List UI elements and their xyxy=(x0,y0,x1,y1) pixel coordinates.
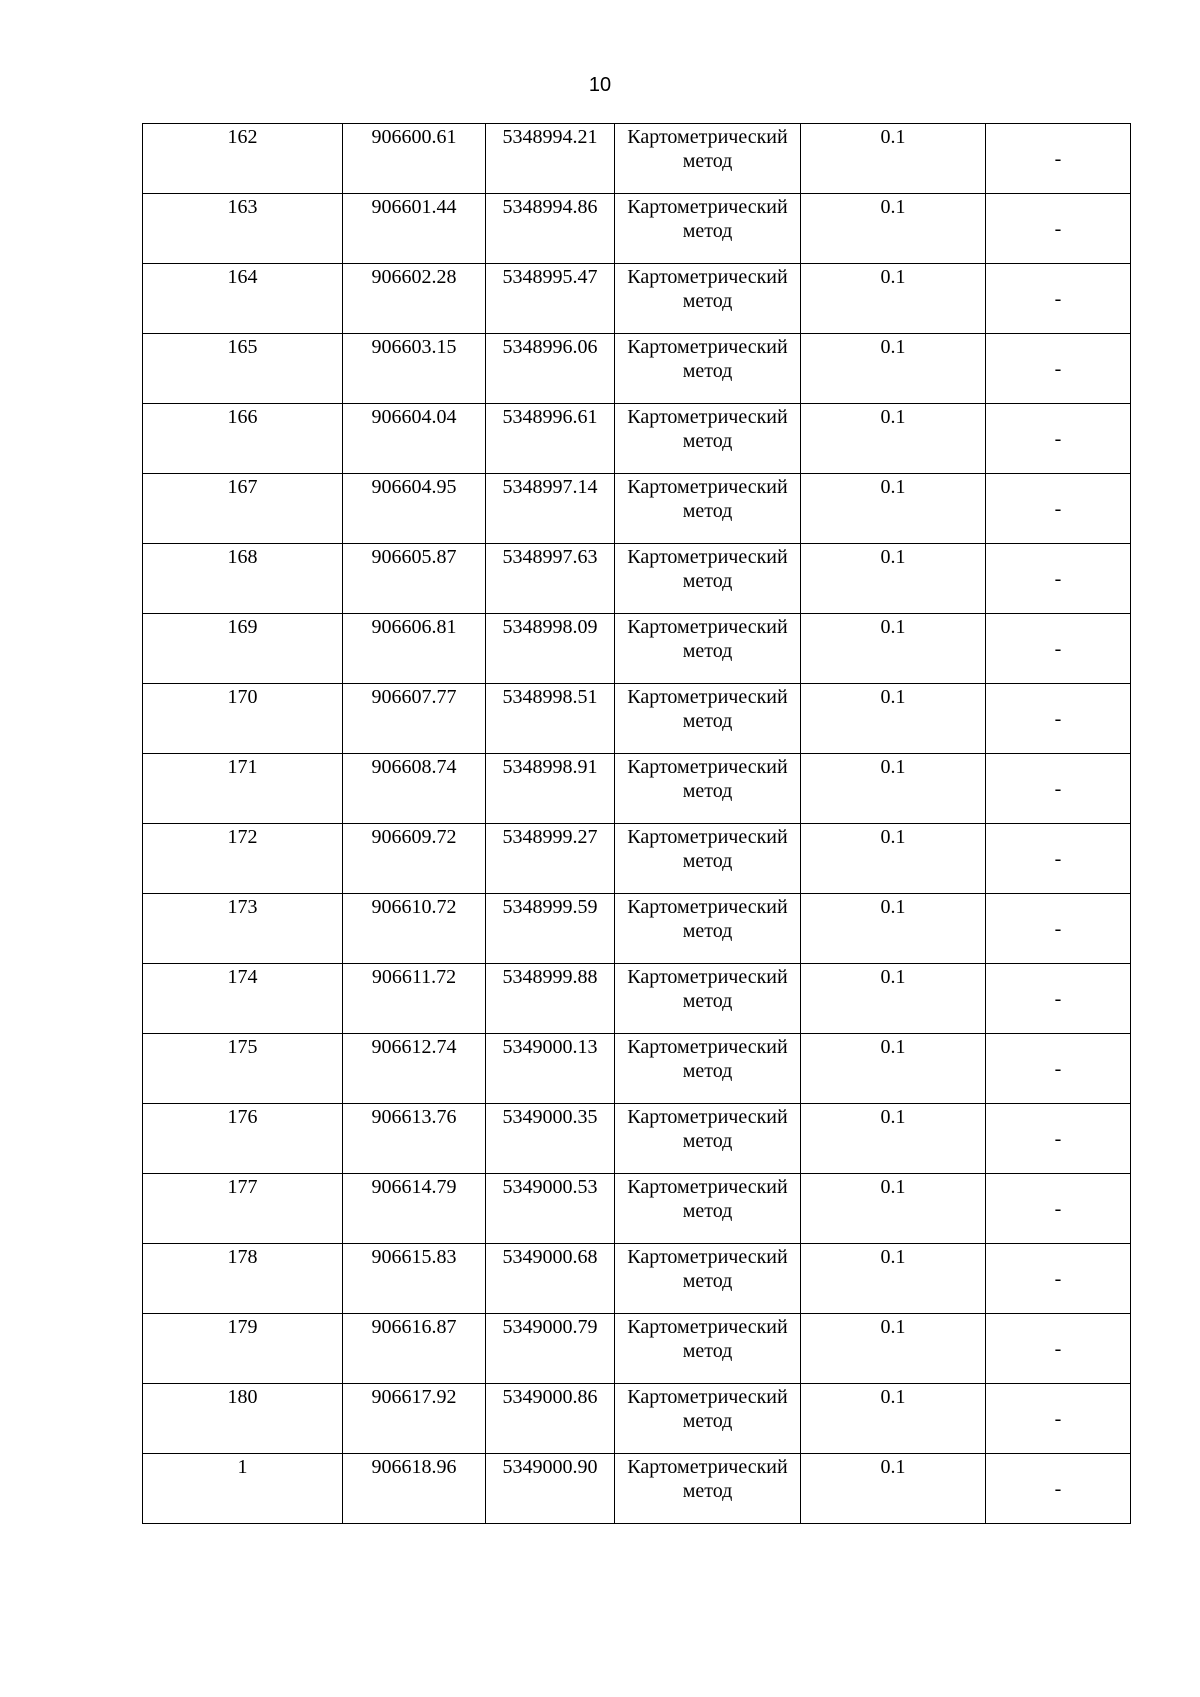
y-coordinate-cell-text: 5349000.90 xyxy=(502,1456,598,1478)
y-coordinate-cell xyxy=(486,1104,615,1174)
method-cell-text: Картометрический метод xyxy=(627,1036,788,1082)
method-cell-text: Картометрический метод xyxy=(627,266,788,312)
point-number-cell-text: 170 xyxy=(227,686,258,708)
method-cell xyxy=(615,1244,801,1314)
point-number-cell-text: 164 xyxy=(227,266,258,288)
y-coordinate-cell-text: 5348998.09 xyxy=(502,616,598,638)
x-coordinate-cell-text: 906604.95 xyxy=(371,476,457,498)
accuracy-cell-text: 0.1 xyxy=(880,1246,906,1268)
x-coordinate-cell-text: 906608.74 xyxy=(371,756,457,778)
note-cell-text: - xyxy=(1054,1128,1062,1150)
point-number-cell xyxy=(143,264,343,334)
point-number-cell-text: 175 xyxy=(227,1036,258,1058)
note-cell-text: - xyxy=(1054,1408,1062,1430)
table-row xyxy=(143,1314,1131,1384)
table-row xyxy=(143,1034,1131,1104)
point-number-cell-text: 177 xyxy=(227,1176,258,1198)
x-coordinate-cell xyxy=(343,964,486,1034)
point-number-cell-text: 173 xyxy=(227,896,258,918)
method-cell xyxy=(615,1034,801,1104)
note-cell-text: - xyxy=(1054,1268,1062,1290)
note-cell xyxy=(986,1454,1131,1524)
note-cell-text: - xyxy=(1054,638,1062,660)
accuracy-cell xyxy=(801,474,986,544)
point-number-cell xyxy=(143,614,343,684)
x-coordinate-cell xyxy=(343,404,486,474)
point-number-cell xyxy=(143,544,343,614)
x-coordinate-cell xyxy=(343,1244,486,1314)
method-cell-text: Картометрический метод xyxy=(627,826,788,872)
table-row xyxy=(143,1244,1131,1314)
method-cell xyxy=(615,1174,801,1244)
note-cell xyxy=(986,334,1131,404)
point-number-cell-text: 169 xyxy=(227,616,258,638)
y-coordinate-cell xyxy=(486,964,615,1034)
accuracy-cell xyxy=(801,964,986,1034)
table-body xyxy=(143,124,1131,1524)
x-coordinate-cell-text: 906616.87 xyxy=(371,1316,457,1338)
point-number-cell xyxy=(143,1454,343,1524)
y-coordinate-cell xyxy=(486,474,615,544)
method-cell xyxy=(615,194,801,264)
method-cell xyxy=(615,964,801,1034)
x-coordinate-cell-text: 906618.96 xyxy=(371,1456,457,1478)
accuracy-cell-text: 0.1 xyxy=(880,966,906,988)
table-row xyxy=(143,544,1131,614)
y-coordinate-cell xyxy=(486,264,615,334)
y-coordinate-cell-text: 5348997.63 xyxy=(502,546,598,568)
x-coordinate-cell-text: 906602.28 xyxy=(371,266,457,288)
method-cell xyxy=(615,1104,801,1174)
accuracy-cell xyxy=(801,1314,986,1384)
method-cell-text: Картометрический метод xyxy=(627,896,788,942)
note-cell-text: - xyxy=(1054,218,1062,240)
y-coordinate-cell-text: 5349000.53 xyxy=(502,1176,598,1198)
x-coordinate-cell-text: 906614.79 xyxy=(371,1176,457,1198)
point-number-cell xyxy=(143,474,343,544)
x-coordinate-cell xyxy=(343,124,486,194)
table-row xyxy=(143,1384,1131,1454)
point-number-cell xyxy=(143,824,343,894)
y-coordinate-cell xyxy=(486,684,615,754)
note-cell xyxy=(986,1174,1131,1244)
method-cell xyxy=(615,264,801,334)
x-coordinate-cell-text: 906600.61 xyxy=(371,126,457,148)
method-cell xyxy=(615,1384,801,1454)
point-number-cell xyxy=(143,1314,343,1384)
accuracy-cell-text: 0.1 xyxy=(880,196,906,218)
point-number-cell-text: 171 xyxy=(227,756,258,778)
x-coordinate-cell-text: 906601.44 xyxy=(371,196,457,218)
point-number-cell xyxy=(143,894,343,964)
point-number-cell-text: 174 xyxy=(227,966,258,988)
accuracy-cell-text: 0.1 xyxy=(880,616,906,638)
note-cell xyxy=(986,684,1131,754)
point-number-cell-text: 163 xyxy=(227,196,258,218)
accuracy-cell-text: 0.1 xyxy=(880,896,906,918)
note-cell xyxy=(986,754,1131,824)
table-row xyxy=(143,194,1131,264)
method-cell xyxy=(615,544,801,614)
x-coordinate-cell xyxy=(343,194,486,264)
method-cell-text: Картометрический метод xyxy=(627,1386,788,1432)
accuracy-cell xyxy=(801,824,986,894)
accuracy-cell-text: 0.1 xyxy=(880,1316,906,1338)
accuracy-cell xyxy=(801,194,986,264)
method-cell xyxy=(615,614,801,684)
accuracy-cell xyxy=(801,1244,986,1314)
point-number-cell-text: 1 xyxy=(237,1456,248,1478)
note-cell xyxy=(986,404,1131,474)
y-coordinate-cell-text: 5348999.88 xyxy=(502,966,598,988)
table-row xyxy=(143,1174,1131,1244)
table-row xyxy=(143,1104,1131,1174)
method-cell xyxy=(615,894,801,964)
note-cell-text: - xyxy=(1054,498,1062,520)
accuracy-cell xyxy=(801,264,986,334)
y-coordinate-cell-text: 5349000.79 xyxy=(502,1316,598,1338)
point-number-cell xyxy=(143,1174,343,1244)
method-cell xyxy=(615,1314,801,1384)
x-coordinate-cell-text: 906609.72 xyxy=(371,826,457,848)
accuracy-cell-text: 0.1 xyxy=(880,1106,906,1128)
x-coordinate-cell-text: 906613.76 xyxy=(371,1106,457,1128)
table-row xyxy=(143,264,1131,334)
accuracy-cell xyxy=(801,614,986,684)
method-cell-text: Картометрический метод xyxy=(627,196,788,242)
x-coordinate-cell-text: 906606.81 xyxy=(371,616,457,638)
accuracy-cell-text: 0.1 xyxy=(880,826,906,848)
method-cell-text: Картометрический метод xyxy=(627,126,788,172)
y-coordinate-cell-text: 5349000.35 xyxy=(502,1106,598,1128)
accuracy-cell xyxy=(801,404,986,474)
accuracy-cell-text: 0.1 xyxy=(880,266,906,288)
x-coordinate-cell-text: 906607.77 xyxy=(371,686,457,708)
x-coordinate-cell xyxy=(343,264,486,334)
method-cell xyxy=(615,404,801,474)
y-coordinate-cell-text: 5349000.68 xyxy=(502,1246,598,1268)
method-cell xyxy=(615,1454,801,1524)
method-cell-text: Картометрический метод xyxy=(627,406,788,452)
note-cell xyxy=(986,1104,1131,1174)
method-cell-text: Картометрический метод xyxy=(627,476,788,522)
point-number-cell-text: 180 xyxy=(227,1386,258,1408)
x-coordinate-cell xyxy=(343,684,486,754)
note-cell xyxy=(986,964,1131,1034)
x-coordinate-cell-text: 906611.72 xyxy=(371,966,457,988)
y-coordinate-cell xyxy=(486,124,615,194)
note-cell-text: - xyxy=(1054,358,1062,380)
accuracy-cell xyxy=(801,754,986,824)
y-coordinate-cell xyxy=(486,824,615,894)
accuracy-cell xyxy=(801,1174,986,1244)
table-row xyxy=(143,404,1131,474)
accuracy-cell xyxy=(801,1384,986,1454)
accuracy-cell-text: 0.1 xyxy=(880,756,906,778)
note-cell xyxy=(986,614,1131,684)
table-row xyxy=(143,754,1131,824)
table-row xyxy=(143,334,1131,404)
method-cell xyxy=(615,684,801,754)
method-cell-text: Картометрический метод xyxy=(627,336,788,382)
note-cell xyxy=(986,124,1131,194)
table-row xyxy=(143,1454,1131,1524)
accuracy-cell xyxy=(801,334,986,404)
note-cell-text: - xyxy=(1054,1198,1062,1220)
method-cell-text: Картометрический метод xyxy=(627,1246,788,1292)
y-coordinate-cell-text: 5348996.61 xyxy=(502,406,598,428)
x-coordinate-cell xyxy=(343,474,486,544)
x-coordinate-cell xyxy=(343,614,486,684)
method-cell-text: Картометрический метод xyxy=(627,616,788,662)
x-coordinate-cell xyxy=(343,824,486,894)
point-number-cell xyxy=(143,1244,343,1314)
note-cell-text: - xyxy=(1054,988,1062,1010)
accuracy-cell-text: 0.1 xyxy=(880,476,906,498)
method-cell xyxy=(615,124,801,194)
method-cell-text: Картометрический метод xyxy=(627,1176,788,1222)
x-coordinate-cell-text: 906603.15 xyxy=(371,336,457,358)
y-coordinate-cell-text: 5348994.86 xyxy=(502,196,598,218)
x-coordinate-cell xyxy=(343,1454,486,1524)
y-coordinate-cell xyxy=(486,544,615,614)
note-cell xyxy=(986,894,1131,964)
accuracy-cell xyxy=(801,894,986,964)
point-number-cell xyxy=(143,404,343,474)
method-cell-text: Картометрический метод xyxy=(627,756,788,802)
point-number-cell-text: 179 xyxy=(227,1316,258,1338)
method-cell-text: Картометрический метод xyxy=(627,966,788,1012)
y-coordinate-cell-text: 5349000.86 xyxy=(502,1386,598,1408)
table-row xyxy=(143,964,1131,1034)
y-coordinate-cell-text: 5348996.06 xyxy=(502,336,598,358)
method-cell-text: Картометрический метод xyxy=(627,1106,788,1152)
y-coordinate-cell-text: 5348999.59 xyxy=(502,896,598,918)
note-cell-text: - xyxy=(1054,918,1062,940)
y-coordinate-cell-text: 5348998.51 xyxy=(502,686,598,708)
point-number-cell xyxy=(143,124,343,194)
note-cell xyxy=(986,1244,1131,1314)
x-coordinate-cell xyxy=(343,334,486,404)
x-coordinate-cell xyxy=(343,1314,486,1384)
x-coordinate-cell xyxy=(343,754,486,824)
accuracy-cell xyxy=(801,124,986,194)
y-coordinate-cell xyxy=(486,1034,615,1104)
table-row xyxy=(143,124,1131,194)
accuracy-cell xyxy=(801,1454,986,1524)
point-number-cell xyxy=(143,964,343,1034)
accuracy-cell xyxy=(801,684,986,754)
y-coordinate-cell-text: 5348997.14 xyxy=(502,476,598,498)
x-coordinate-cell xyxy=(343,1384,486,1454)
method-cell-text: Картометрический метод xyxy=(627,1316,788,1362)
note-cell-text: - xyxy=(1054,708,1062,730)
accuracy-cell-text: 0.1 xyxy=(880,1036,906,1058)
method-cell xyxy=(615,824,801,894)
x-coordinate-cell xyxy=(343,544,486,614)
point-number-cell-text: 176 xyxy=(227,1106,258,1128)
note-cell xyxy=(986,544,1131,614)
note-cell-text: - xyxy=(1054,1058,1062,1080)
y-coordinate-cell xyxy=(486,1174,615,1244)
y-coordinate-cell-text: 5348999.27 xyxy=(502,826,598,848)
accuracy-cell xyxy=(801,1104,986,1174)
table-row xyxy=(143,684,1131,754)
note-cell xyxy=(986,1034,1131,1104)
x-coordinate-cell-text: 906605.87 xyxy=(371,546,457,568)
point-number-cell-text: 172 xyxy=(227,826,258,848)
y-coordinate-cell xyxy=(486,1384,615,1454)
accuracy-cell-text: 0.1 xyxy=(880,1386,906,1408)
note-cell xyxy=(986,474,1131,544)
accuracy-cell-text: 0.1 xyxy=(880,336,906,358)
point-number-cell-text: 162 xyxy=(227,126,258,148)
point-number-cell xyxy=(143,194,343,264)
accuracy-cell xyxy=(801,1034,986,1104)
accuracy-cell-text: 0.1 xyxy=(880,686,906,708)
note-cell-text: - xyxy=(1054,568,1062,590)
note-cell-text: - xyxy=(1054,1478,1062,1500)
table-row xyxy=(143,614,1131,684)
point-number-cell-text: 167 xyxy=(227,476,258,498)
x-coordinate-cell-text: 906615.83 xyxy=(371,1246,457,1268)
note-cell-text: - xyxy=(1054,1338,1062,1360)
point-number-cell xyxy=(143,334,343,404)
x-coordinate-cell xyxy=(343,1174,486,1244)
x-coordinate-cell-text: 906604.04 xyxy=(371,406,457,428)
note-cell xyxy=(986,1384,1131,1454)
accuracy-cell-text: 0.1 xyxy=(880,406,906,428)
method-cell-text: Картометрический метод xyxy=(627,546,788,592)
y-coordinate-cell xyxy=(486,1244,615,1314)
y-coordinate-cell-text: 5348998.91 xyxy=(502,756,598,778)
x-coordinate-cell-text: 906612.74 xyxy=(371,1036,457,1058)
note-cell-text: - xyxy=(1054,288,1062,310)
accuracy-cell-text: 0.1 xyxy=(880,1456,906,1478)
table-row xyxy=(143,474,1131,544)
y-coordinate-cell-text: 5348994.21 xyxy=(502,126,598,148)
point-number-cell-text: 168 xyxy=(227,546,258,568)
coordinates-table xyxy=(142,123,1131,1524)
table-row xyxy=(143,824,1131,894)
y-coordinate-cell xyxy=(486,1314,615,1384)
y-coordinate-cell-text: 5348995.47 xyxy=(502,266,598,288)
x-coordinate-cell xyxy=(343,894,486,964)
y-coordinate-cell xyxy=(486,194,615,264)
table-row xyxy=(143,894,1131,964)
point-number-cell xyxy=(143,1104,343,1174)
x-coordinate-cell xyxy=(343,1104,486,1174)
y-coordinate-cell xyxy=(486,334,615,404)
page-number: 10 xyxy=(588,74,612,96)
accuracy-cell-text: 0.1 xyxy=(880,1176,906,1198)
x-coordinate-cell-text: 906610.72 xyxy=(371,896,457,918)
accuracy-cell xyxy=(801,544,986,614)
note-cell xyxy=(986,824,1131,894)
y-coordinate-cell xyxy=(486,894,615,964)
method-cell xyxy=(615,754,801,824)
note-cell-text: - xyxy=(1054,848,1062,870)
note-cell-text: - xyxy=(1054,428,1062,450)
accuracy-cell-text: 0.1 xyxy=(880,126,906,148)
method-cell-text: Картометрический метод xyxy=(627,1456,788,1502)
note-cell xyxy=(986,1314,1131,1384)
point-number-cell xyxy=(143,754,343,824)
note-cell xyxy=(986,264,1131,334)
point-number-cell xyxy=(143,1384,343,1454)
method-cell xyxy=(615,334,801,404)
x-coordinate-cell-text: 906617.92 xyxy=(371,1386,457,1408)
x-coordinate-cell xyxy=(343,1034,486,1104)
point-number-cell-text: 166 xyxy=(227,406,258,428)
point-number-cell-text: 178 xyxy=(227,1246,258,1268)
y-coordinate-cell xyxy=(486,754,615,824)
note-cell-text: - xyxy=(1054,778,1062,800)
point-number-cell xyxy=(143,1034,343,1104)
y-coordinate-cell xyxy=(486,614,615,684)
method-cell xyxy=(615,474,801,544)
note-cell xyxy=(986,194,1131,264)
method-cell-text: Картометрический метод xyxy=(627,686,788,732)
note-cell-text: - xyxy=(1054,148,1062,170)
y-coordinate-cell xyxy=(486,404,615,474)
y-coordinate-cell-text: 5349000.13 xyxy=(502,1036,598,1058)
accuracy-cell-text: 0.1 xyxy=(880,546,906,568)
y-coordinate-cell xyxy=(486,1454,615,1524)
point-number-cell xyxy=(143,684,343,754)
point-number-cell-text: 165 xyxy=(227,336,258,358)
